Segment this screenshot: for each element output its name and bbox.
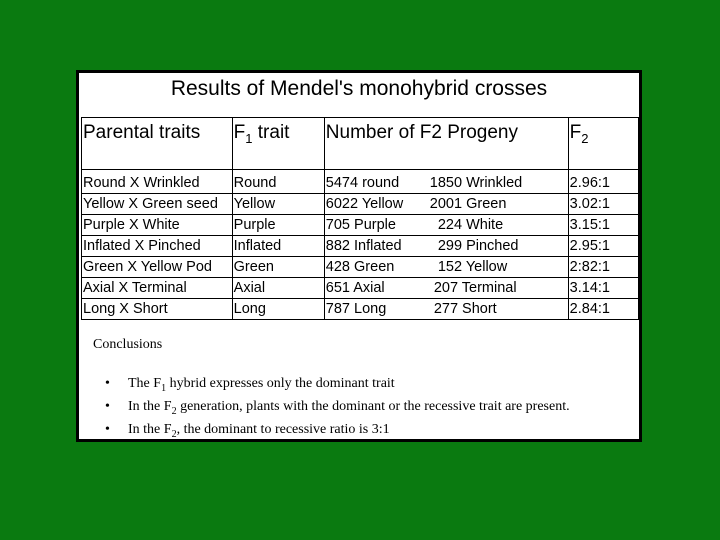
progeny-cell bbox=[324, 170, 568, 194]
f1-cell: Long bbox=[232, 299, 324, 320]
dominant-count: 787 Long bbox=[325, 301, 387, 317]
ratio-cell: 3.15:1 bbox=[568, 215, 638, 236]
header-f1-trait: $F_1$ trait bbox=[232, 118, 324, 170]
f1-cell: Green bbox=[232, 257, 324, 278]
progeny-cell bbox=[324, 194, 568, 215]
parental-cell: Axial X Terminal bbox=[82, 278, 233, 299]
recessive-count: 1850 Wrinkled bbox=[429, 175, 523, 191]
table-row bbox=[82, 236, 639, 257]
conclusions-section bbox=[93, 337, 570, 443]
ratio-cell: 3.02:1 bbox=[568, 194, 638, 215]
recessive-count: 224 White bbox=[429, 217, 504, 233]
table-row bbox=[82, 299, 639, 320]
dominant-count: 705 Purple bbox=[325, 217, 396, 233]
f1-cell: Inflated bbox=[232, 236, 324, 257]
dominant-count: 651 Axial bbox=[325, 280, 385, 296]
conclusion-item bbox=[105, 375, 570, 398]
dominant-count: 882 Inflated bbox=[325, 238, 402, 254]
progeny-cell bbox=[324, 236, 568, 257]
recessive-count: 152 Yellow bbox=[429, 259, 508, 275]
parental-cell: Round X Wrinkled bbox=[82, 170, 233, 194]
table-row bbox=[82, 194, 639, 215]
f1-cell: Axial bbox=[232, 278, 324, 299]
recessive-count: 207 Terminal bbox=[429, 280, 517, 296]
conclusion-text-post: generation, plants with the dominant or the recessive trait are present. bbox=[176, 398, 570, 414]
progeny-cell bbox=[324, 257, 568, 278]
progeny-cell bbox=[324, 278, 568, 299]
dominant-count: 6022 Yellow bbox=[325, 196, 404, 212]
f1-cell: Round bbox=[232, 170, 324, 194]
bullet-icon: • bbox=[105, 398, 110, 414]
f1-cell: Yellow bbox=[232, 194, 324, 215]
table-header-row bbox=[82, 118, 639, 170]
conclusion-text-pre: The F bbox=[128, 376, 162, 391]
table-row bbox=[82, 215, 639, 236]
parental-cell: Purple X White bbox=[82, 215, 233, 236]
conclusion-subscript: 1 bbox=[161, 382, 167, 394]
recessive-count: 299 Pinched bbox=[429, 238, 519, 254]
table-row bbox=[82, 170, 639, 194]
dominant-count: 428 Green bbox=[325, 259, 395, 275]
header-f2-progeny: Number of F2 Progeny bbox=[324, 118, 568, 170]
results-table bbox=[81, 117, 639, 320]
conclusion-subscript: 2 bbox=[171, 405, 177, 417]
conclusion-subscript: 2 bbox=[171, 428, 177, 440]
results-card bbox=[76, 70, 642, 442]
conclusion-item bbox=[105, 398, 570, 421]
slide-title: Results of Mendel's monohybrid crosses bbox=[170, 77, 548, 100]
progeny-cell bbox=[324, 299, 568, 320]
header-parental-traits: Parental traits bbox=[82, 118, 233, 170]
bullet-icon: • bbox=[105, 376, 110, 391]
parental-cell: Green X Yellow Pod bbox=[82, 257, 233, 278]
conclusions-heading: Conclusions bbox=[93, 337, 163, 352]
parental-cell: Yellow X Green seed bbox=[82, 194, 233, 215]
conclusions-list bbox=[93, 375, 570, 443]
conclusion-text-pre: In the F bbox=[128, 398, 172, 414]
conclusion-text-post: hybrid expresses only the dominant trait bbox=[166, 376, 395, 391]
ratio-cell: 2:82:1 bbox=[568, 257, 638, 278]
table-row bbox=[82, 278, 639, 299]
recessive-count: 277 Short bbox=[429, 301, 497, 317]
parental-cell: Inflated X Pinched bbox=[82, 236, 233, 257]
ratio-cell: 2.95:1 bbox=[568, 236, 638, 257]
recessive-count: 2001 Green bbox=[429, 196, 507, 212]
conclusion-item bbox=[105, 421, 570, 444]
progeny-cell bbox=[324, 215, 568, 236]
ratio-cell: 3.14:1 bbox=[568, 278, 638, 299]
dominant-count: 5474 round bbox=[325, 175, 400, 191]
conclusion-text-pre: In the F bbox=[128, 421, 172, 437]
header-f2-ratio: $F_2$ bbox=[568, 118, 638, 170]
conclusion-text-post: , the dominant to recessive ratio is 3:1 bbox=[176, 421, 390, 437]
bullet-icon: • bbox=[105, 421, 110, 437]
table-row bbox=[82, 257, 639, 278]
ratio-cell: 2.84:1 bbox=[568, 299, 638, 320]
parental-cell: Long X Short bbox=[82, 299, 233, 320]
f1-cell: Purple bbox=[232, 215, 324, 236]
ratio-cell: 2.96:1 bbox=[568, 170, 638, 194]
